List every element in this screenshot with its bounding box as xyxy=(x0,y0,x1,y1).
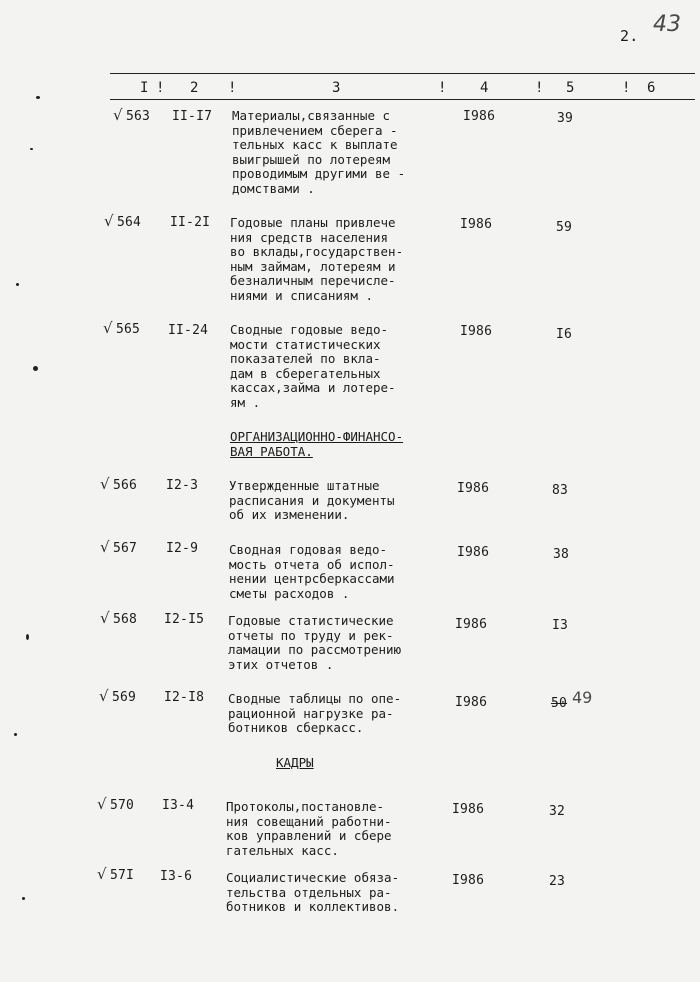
row-year: I986 xyxy=(455,617,488,632)
row-sheets: 39 xyxy=(557,111,574,126)
scan-speck xyxy=(33,366,38,371)
row-sheets: 32 xyxy=(549,804,566,819)
row-description: Материалы,связанные с привлечением сберега - тельных касс к выплате выигрышей по лотереям проводимым другими ве - домствами . xyxy=(232,108,406,196)
row-sheets-struck: 50 xyxy=(551,696,568,711)
header-separator: ! xyxy=(535,80,544,96)
check-mark: √ xyxy=(113,106,123,124)
header-bottom-rule xyxy=(110,99,695,100)
header-separator: ! xyxy=(228,80,237,96)
row-sheets: 23 xyxy=(549,874,566,889)
row-year: I986 xyxy=(452,802,485,817)
row-number: 566 xyxy=(113,478,138,493)
row-description: Сводная годовая ведо- мость отчета об испол- нении центрсберкассами сметы расходов . xyxy=(229,542,395,601)
header-top-rule xyxy=(110,73,695,74)
check-mark: √ xyxy=(103,319,113,337)
row-sheets: I3 xyxy=(552,618,569,633)
row-number: 567 xyxy=(113,541,138,556)
row-year: I986 xyxy=(455,695,488,710)
row-index: II-2I xyxy=(170,215,211,230)
scan-speck xyxy=(16,283,19,286)
header-col-1: I xyxy=(140,80,149,96)
row-index: II-I7 xyxy=(172,109,213,124)
row-description: Годовые статистические отчеты по труду и рек- ламации по рассмотрению этих отчетов . xyxy=(228,613,402,672)
header-col-4: 4 xyxy=(480,80,489,96)
row-description: Сводные годовые ведо- мости статистических показателей по вкла- дам в сберегательных кассах,займа и лотере- ям . xyxy=(230,322,396,410)
row-index: I2-I5 xyxy=(164,612,205,627)
row-description: Протоколы,постановле- ния совещаний работни- ков управлений и сбере гательных касс. xyxy=(226,799,392,858)
row-sheets: 83 xyxy=(552,483,569,498)
section-heading-org-finance: ОРГАНИЗАЦИОННО-ФИНАНСО- ВАЯ РАБОТА. xyxy=(230,429,404,459)
row-number: 568 xyxy=(113,612,138,627)
row-sheets: 38 xyxy=(553,547,570,562)
row-description: Социалистические обяза- тельства отдельных ра- ботников и коллективов. xyxy=(226,870,400,914)
row-number: 570 xyxy=(110,798,135,813)
row-index: II-24 xyxy=(168,323,209,338)
row-year: I986 xyxy=(460,324,493,339)
header-separator: ! xyxy=(156,80,165,96)
row-index: I3-6 xyxy=(160,869,193,884)
header-separator: ! xyxy=(438,80,447,96)
row-year: I986 xyxy=(460,217,493,232)
header-col-3: 3 xyxy=(332,80,341,96)
scan-speck xyxy=(30,148,33,150)
row-sheets: I6 xyxy=(556,327,573,342)
check-mark: √ xyxy=(100,609,110,627)
row-description: Годовые планы привлече ния средств населения во вклады,государствен- ным займам, лотереям и безналичным перечисле- ниями и списаниям . xyxy=(230,215,404,303)
row-year: I986 xyxy=(463,109,496,124)
check-mark: √ xyxy=(100,475,110,493)
row-index: I3-4 xyxy=(162,798,195,813)
header-col-6: 6 xyxy=(647,80,656,96)
check-mark: √ xyxy=(99,687,109,705)
check-mark: √ xyxy=(97,795,107,813)
row-number: 563 xyxy=(126,109,151,124)
scan-speck xyxy=(36,96,40,99)
row-number: 564 xyxy=(117,215,142,230)
handwritten-page-number: 43 xyxy=(653,12,681,37)
row-year: I986 xyxy=(452,873,485,888)
row-index: I2-3 xyxy=(166,478,199,493)
section-heading-kadry: КАДРЫ xyxy=(276,755,314,770)
check-mark: √ xyxy=(97,865,107,883)
page-number: 2. xyxy=(620,27,639,45)
row-index: I2-I8 xyxy=(164,690,205,705)
header-col-2: 2 xyxy=(190,80,199,96)
check-mark: √ xyxy=(104,212,114,230)
row-sheets: 59 xyxy=(556,220,573,235)
row-year: I986 xyxy=(457,545,490,560)
row-description: Сводные таблицы по опе- рационной нагрузке ра- ботников сберкасс. xyxy=(228,691,402,735)
row-index: I2-9 xyxy=(166,541,199,556)
scan-speck xyxy=(26,634,29,640)
row-description: Утвержденные штатные расписания и документы об их изменении. xyxy=(229,478,395,522)
header-separator: ! xyxy=(622,80,631,96)
row-number: 565 xyxy=(116,322,141,337)
row-number: 57I xyxy=(110,868,135,883)
check-mark: √ xyxy=(100,538,110,556)
header-col-5: 5 xyxy=(566,80,575,96)
row-year: I986 xyxy=(457,481,490,496)
scan-speck xyxy=(22,897,25,900)
row-sheets-correction: 49 xyxy=(572,688,593,707)
scan-speck xyxy=(14,733,17,736)
row-number: 569 xyxy=(112,690,137,705)
